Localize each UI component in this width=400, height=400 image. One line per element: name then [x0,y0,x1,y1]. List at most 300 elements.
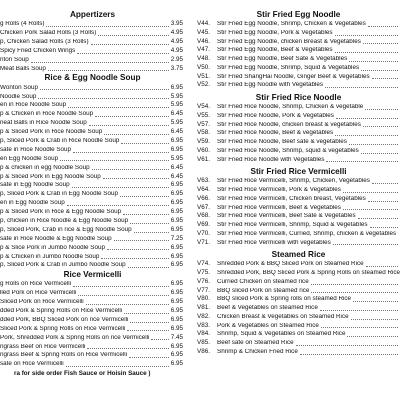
menu-item-name-wrap [217,130,400,136]
menu-item-number: V69. [197,221,210,229]
menu-item [0,333,185,342]
dot-leader [343,192,398,193]
menu-item-number: V68. [197,212,210,220]
menu-item-name: en Egg Noodle Soup [0,155,59,162]
menu-item-price: 4.95 [170,29,183,37]
menu-item [197,73,400,82]
menu-item-number: V59. [197,138,210,146]
dot-leader [103,178,169,179]
menu-item [197,138,400,147]
menu-item-name: p & Sliced Pork in Rice & Egg Noodle Soup [0,209,122,216]
menu-item-number: V66. [197,194,210,202]
menu-item-name-wrap [0,147,171,153]
menu-item-name-wrap [0,120,171,126]
menu-item-name-wrap [0,138,171,144]
menu-item-name: Beef & Vegetables on steamed Rice [217,305,318,312]
menu-item-name-wrap [0,281,171,287]
menu-item-name: Stir Fried Rice Vermicelli, Beef & Vegetables [217,204,341,211]
menu-item [197,64,400,73]
menu-item-name: Chicken Pork Salad Rolls (3 Rolls) [0,30,97,37]
dot-leader [48,70,169,71]
menu-item-name-wrap [0,174,171,180]
menu-item-name: Pork, Shredded Pork & Spring Rolls on rice Vermicelli [0,334,150,341]
sauce-note: ra for side order Fish Sauce or Hoisin Sauce ) [14,369,151,377]
menu-item-name: sate in Rice Noodle & Egg Noodle Soup [0,235,112,242]
menu-item-name: Curried Chicken on steamed rice [217,278,309,285]
menu-item-name: sate on Rice Vermicelli [0,361,64,368]
dot-leader [38,98,168,99]
menu-item-name: Shrimp & Chicken Fried Rice [217,348,298,355]
menu-item-name: Stir Fried Egg Noodle with Vegetables [217,82,324,89]
menu-item-name: Stir Fried Rice Vermicelli with vegetables [217,239,331,246]
menu-item-name-wrap [217,56,400,62]
dot-leader [31,62,169,63]
menu-item-name-wrap [217,187,400,193]
menu-item-name: dded Pork & Spring Rolls on Rice Vermicelli [0,308,123,315]
section-heading: Stir Fried Rice Vermicelli [250,167,347,177]
menu-item-price: 6.95 [170,342,183,350]
menu-item [197,330,400,339]
dot-leader [66,366,169,367]
dot-leader [353,301,398,302]
dot-leader [98,35,168,36]
menu-item-name-wrap [217,122,400,128]
menu-item-name-wrap [0,299,171,305]
menu-item [0,190,185,199]
menu-item [0,208,185,217]
menu-item-name-wrap [217,279,400,285]
dot-leader [296,345,398,346]
menu-item-price: 4.95 [170,46,183,54]
menu-item-name: g Rolls (4 Rolls) [0,21,45,28]
menu-item-name: p & Chicken in Rice Noodle Soup [0,111,94,118]
menu-item-name: Stir Fried Egg Noodle, Shrimp, Squid & Vegetables [217,64,360,71]
section-heading: Stir Fried Egg Noodle [256,10,341,19]
menu-item-name: Stir Fried Rice Noodle, Beef sate & vegetables [217,139,347,146]
menu-item-name-wrap [217,296,400,302]
menu-item [0,83,185,92]
menu-item-name: Stir Fried Rice Noodle, chicken breast & vegetables [217,121,361,128]
menu-item [0,199,185,208]
menu-item-name-wrap [217,340,400,346]
menu-item-name-wrap [217,65,400,71]
dot-leader [128,267,169,268]
menu-item [197,204,400,213]
menu-item-name-wrap [217,240,400,246]
menu-item [0,243,185,252]
menu-item [197,221,400,230]
menu-item [197,46,400,55]
menu-item-name-wrap [217,113,400,119]
dot-leader [326,161,398,162]
dot-leader [358,218,398,219]
menu-item [197,313,400,322]
menu-item-price: 2.95 [170,55,183,63]
menu-item-price: 6.95 [170,351,183,359]
section-heading: Appertizers [69,10,116,19]
menu-item [0,234,185,243]
menu-item-name-wrap [217,178,400,184]
dot-leader [104,134,169,135]
menu-item-price: 6.95 [170,145,183,153]
menu-item-name-wrap [217,231,400,237]
menu-item-name-wrap [0,191,171,197]
menu-item-name: Stir Fried Rice Vermicelli, Pork & Vegetables [217,187,341,194]
dot-leader [336,118,398,119]
menu-item [0,56,185,65]
menu-item-name: dded Pork, BBQ Sliced Pork on rice Vermicelli [0,316,129,323]
menu-item [0,137,185,146]
menu-item-price: 6.95 [170,315,183,323]
menu-item-name: p & Sliced Pork in Egg Noodle Soup [0,173,101,180]
menu-item-name: Stir Fried Rice Vermicelli, Shrimp, Squid & Vegetables [217,222,368,229]
menu-item [197,55,400,64]
menu-item-name-wrap [217,305,400,311]
menu-item [0,163,185,172]
menu-item [197,278,400,287]
menu-item-name-wrap [0,236,171,242]
menu-item [0,280,185,289]
menu-item [197,260,400,269]
menu-item [197,322,400,331]
menu-item-number: V80. [197,295,210,303]
menu-item-number: V45. [197,28,210,36]
menu-item-name: neat Balls in Rice Noodle Soup [0,120,87,127]
menu-item-price: 6.95 [170,217,183,224]
menu-item-name-wrap [217,157,400,163]
menu-item-number: V83. [197,321,210,329]
menu-item-name-wrap [217,349,400,355]
menu-item-name-wrap [217,213,400,219]
dot-leader [46,26,168,27]
menu-item-name-wrap [0,326,171,332]
menu-item-name-wrap [0,165,171,171]
menu-item-price: 6.95 [170,280,183,288]
dot-leader [123,214,169,215]
menu-item-name-wrap [0,308,171,314]
menu-item-name: en in Rice Noodle Soup [0,102,67,109]
menu-item-number: V67. [197,203,210,211]
menu-item [0,351,185,360]
menu-item [197,112,400,121]
dot-leader [124,313,169,314]
menu-item-name: sate in Egg Noodle Soup [0,182,70,189]
menu-item-name: Stir Fried Rice Noodle, Beef & vegetables [217,130,334,137]
menu-item [0,146,185,155]
menu-item [197,230,400,239]
menu-item-name: p & chicken in egg Noodle Soup [0,164,90,171]
dot-leader [73,152,169,153]
menu-item-number: V75. [197,269,210,277]
menu-item-price: 3.95 [170,20,183,28]
menu-item-name-wrap [0,66,171,72]
left-menu-column [0,10,185,378]
menu-item-name-wrap [217,39,400,45]
menu-item [0,316,185,325]
menu-item-name-wrap [217,47,400,53]
menu-item-number: V58. [197,129,210,137]
menu-item-name-wrap [0,156,171,162]
dot-leader [321,327,398,328]
menu-item-name-wrap [217,82,400,88]
menu-item-name-wrap [0,200,171,206]
menu-item-name: ngrass Beef on Rice Vermicelli [0,343,86,350]
right-menu-column [197,10,400,357]
menu-item [197,212,400,221]
menu-item [197,38,400,47]
menu-item-name-wrap [0,57,171,63]
menu-item-price: 4.95 [170,38,183,46]
menu-item-name: p, chicken in Rice Noodle & Egg Noodle Soup [0,218,129,224]
dot-leader [129,357,169,358]
menu-item [0,360,185,369]
menu-item [197,269,400,278]
menu-item-price: 5.95 [170,101,183,109]
menu-item-number: V86. [197,347,210,355]
menu-item [0,92,185,101]
menu-item-name: Sliced Pork & Spring Rolls on Rice Vermicelli [0,325,126,332]
menu-item-name: Pork & Vegetables on Steamed Rice [217,322,319,329]
menu-item-price: 7.25 [170,234,183,242]
menu-item-price: 6.95 [170,190,183,198]
menu-item-name: Sliced Pork on Rice Vermicelli [0,299,84,306]
menu-item-name-wrap [217,222,400,228]
menu-item [197,348,400,357]
dot-leader [91,44,169,45]
menu-item-number: V48. [197,55,210,63]
menu-item-number: V46. [197,37,210,45]
menu-item-name: Beef sate on Steamed Rice [217,340,294,347]
menu-item-name: g Rolls on Rice Vermicelli [0,281,72,288]
menu-item-price: 6.45 [170,172,183,180]
menu-item-price: 6.95 [170,243,183,251]
menu-item-price: 6.95 [170,181,183,189]
section-heading: Stir Fried Rice Noodle [255,93,342,102]
menu-item-name-wrap [0,48,171,54]
menu-item-name: BBQ sliced Pork on steamed rice [217,287,310,294]
menu-item [197,20,400,29]
menu-item-price: 6.95 [170,307,183,315]
menu-item-name-wrap [217,21,400,27]
menu-item [0,47,185,56]
dot-leader [349,144,398,145]
menu-item-name-wrap [217,261,400,267]
menu-item-name: Shredded Pork, BBQ Sliced Pork & Spring Rolls on steamed Rice [217,270,400,277]
menu-item-name: Stir Fried ShangHai Noodle, Ginger Beef & Vegetables [217,73,370,80]
menu-item-name: Meat Balls Soup [0,65,46,72]
dot-leader [320,310,398,311]
menu-item-number: V55. [197,111,210,119]
menu-item-price: 6.95 [170,324,183,332]
menu-item [0,29,185,38]
menu-item [197,29,400,38]
menu-item-price: 6.95 [170,289,183,297]
menu-item [0,226,185,235]
menu-item-name: Shredded Pork & BBQ Sliced Pork on Steamed Rice [217,261,364,268]
menu-item-name: Stir Fried Egg Noodle, Pork & Vegetables [217,29,333,36]
menu-item [0,154,185,163]
menu-item-price: 6.95 [170,261,183,269]
dot-leader [78,295,168,296]
dot-leader [372,183,398,184]
menu-item-number: V74. [197,260,210,268]
menu-item-number: V84. [197,330,210,338]
menu-item-name: p, Chicken Salad Rolls (3 Rolls) [0,39,89,46]
menu-item-price: 6.95 [170,83,183,91]
menu-item [0,119,185,128]
menu-item-name: BBQ sliced Pork & Spring rolls on steamed Rice [217,296,352,303]
dot-leader [368,201,398,202]
dot-leader [300,354,398,355]
dot-leader [120,196,169,197]
dot-leader [343,209,398,210]
menu-item-price: 6.45 [170,128,183,136]
menu-item-price: 6.95 [170,252,183,260]
menu-item-name: Wonton Soup [0,84,39,91]
menu-item-number: V44. [197,20,210,28]
section-heading: Steamed Rice [271,250,326,260]
menu-item-name-wrap [217,270,400,276]
menu-item-name: Stir Fried Egg Noodle, Beef Sate & Vegetables [217,56,348,63]
menu-item [0,172,185,181]
menu-item-price: 3.75 [170,64,183,72]
menu-item [0,261,185,270]
menu-item [197,295,400,304]
dot-leader [95,116,169,117]
dot-leader [363,126,398,127]
menu-item-name: en in Egg Noodle Soup [0,200,65,207]
menu-item [0,342,185,351]
menu-item-name-wrap [0,218,171,224]
menu-item-number: V81. [197,304,210,312]
menu-item [197,81,400,90]
menu-item [197,121,400,130]
menu-item [0,110,185,119]
menu-item-name: Stir Fried Egg Noodle, chicken Breast & Vegetables [217,38,361,45]
menu-item-number: V76. [197,277,210,285]
menu-item-name: Stir Fried Rice Vermicelli, Beef Sate & Vegetables [217,213,356,220]
dot-leader [335,135,398,136]
dot-leader [40,89,169,90]
menu-item-price: 6.95 [170,199,183,207]
dot-leader [366,266,398,267]
menu-item-name-wrap [0,262,171,268]
menu-item-number: V54. [197,103,210,111]
menu-item-name: lled Pork on Rice Vermicelli [0,290,77,297]
menu-item [0,307,185,316]
dot-leader [325,87,398,88]
menu-item-name-wrap [0,129,171,135]
menu-item-name: sate in Rice Noodle Soup [0,146,72,153]
menu-item-number: V50. [197,63,210,71]
menu-item [197,147,400,156]
menu-item-name: Chicken Breast & Vegetables on Steamed Rice [217,313,349,320]
menu-item [0,101,185,110]
dot-leader [127,330,168,331]
menu-item-name: p, Sliced Pork & Crab in Egg Noodle Soup [0,191,118,198]
menu-item-price: 6.95 [170,208,183,216]
dot-leader [335,35,398,36]
menu-item-name-wrap [217,331,400,337]
menu-item-number: V77. [197,286,210,294]
menu-item-price: 6.95 [170,360,183,368]
menu-item-name-wrap [0,102,171,108]
dot-leader [77,53,168,54]
menu-item-number: V85. [197,339,210,347]
dot-leader [370,227,399,228]
menu-item-number: V52. [197,81,210,89]
menu-item-name-wrap [0,352,171,358]
menu-item-number: V63. [197,177,210,185]
menu-item-name: Stir Fried Rice Vermicelli, Shrimp, Chicken, Vegetables [217,178,370,185]
dot-leader [347,336,398,337]
menu-item-price: 5.95 [170,119,183,127]
section-heading: Rice & Egg Noodle Soup [44,73,141,83]
menu-item-price: 6.45 [170,110,183,118]
menu-item-number: V82. [197,312,210,320]
menu-item-number: V57. [197,120,210,128]
menu-item-name: p & Sliced Pork in Rice Noodle Soup [0,129,103,136]
menu-item [197,304,400,313]
menu-item-name-wrap [217,148,400,154]
menu-item-price: 7.45 [170,333,183,341]
menu-item [197,186,400,195]
menu-item-name: Stir Fried Rice Vermicelli, Chicken breast, Vegetables [217,195,366,202]
menu-item-name-wrap [0,245,171,251]
menu-item [0,289,185,298]
menu-item [0,20,185,29]
menu-item [0,252,185,261]
menu-item-name-wrap [217,30,400,36]
menu-item-name-wrap [0,39,171,45]
menu-item-name: Noodle Soup [0,93,37,100]
dot-leader [365,109,398,110]
menu-item-name: p, Sliced Pork & Crab in Jumbo Noodle Soup [0,262,126,269]
menu-item-name-wrap [217,323,400,329]
menu-item-name-wrap [0,21,171,27]
dot-leader [86,304,169,305]
menu-item-name-wrap [0,254,171,260]
menu-item [197,287,400,296]
menu-item [0,325,185,334]
menu-item-name: Stir Fried Rice Noodle, Pork & Vegetables [217,112,334,119]
menu-item [0,38,185,47]
dot-leader [333,244,398,245]
menu-item-name-wrap [0,290,171,296]
menu-item-number: V70. [197,229,210,237]
menu-item-name-wrap [0,361,171,367]
dot-leader [60,160,169,161]
menu-item-name-wrap [0,94,171,100]
dot-leader [73,286,169,287]
menu-item-name: Stir Fried Rice Vermicelli, Curried, Shrimp, chicken & vegetables [217,230,397,237]
dot-leader [368,26,398,27]
dot-leader [134,232,169,233]
dot-leader [311,292,398,293]
menu-item-name: Stir Fried Egg Noodle, Shrimp, Chicken & Vegetables [217,21,366,28]
menu-item-name: p, Sliced Pork & Crab in Rice Noodle Soup [0,137,120,144]
menu-item-name-wrap [0,227,171,233]
dot-leader [68,107,169,108]
menu-item-name-wrap [217,314,400,320]
menu-item-name-wrap [217,74,400,80]
dot-leader [335,52,398,53]
dot-leader [107,249,169,250]
menu-item-name-wrap [0,209,171,215]
dot-leader [361,70,398,71]
dot-leader [89,125,169,126]
dot-leader [130,223,169,224]
